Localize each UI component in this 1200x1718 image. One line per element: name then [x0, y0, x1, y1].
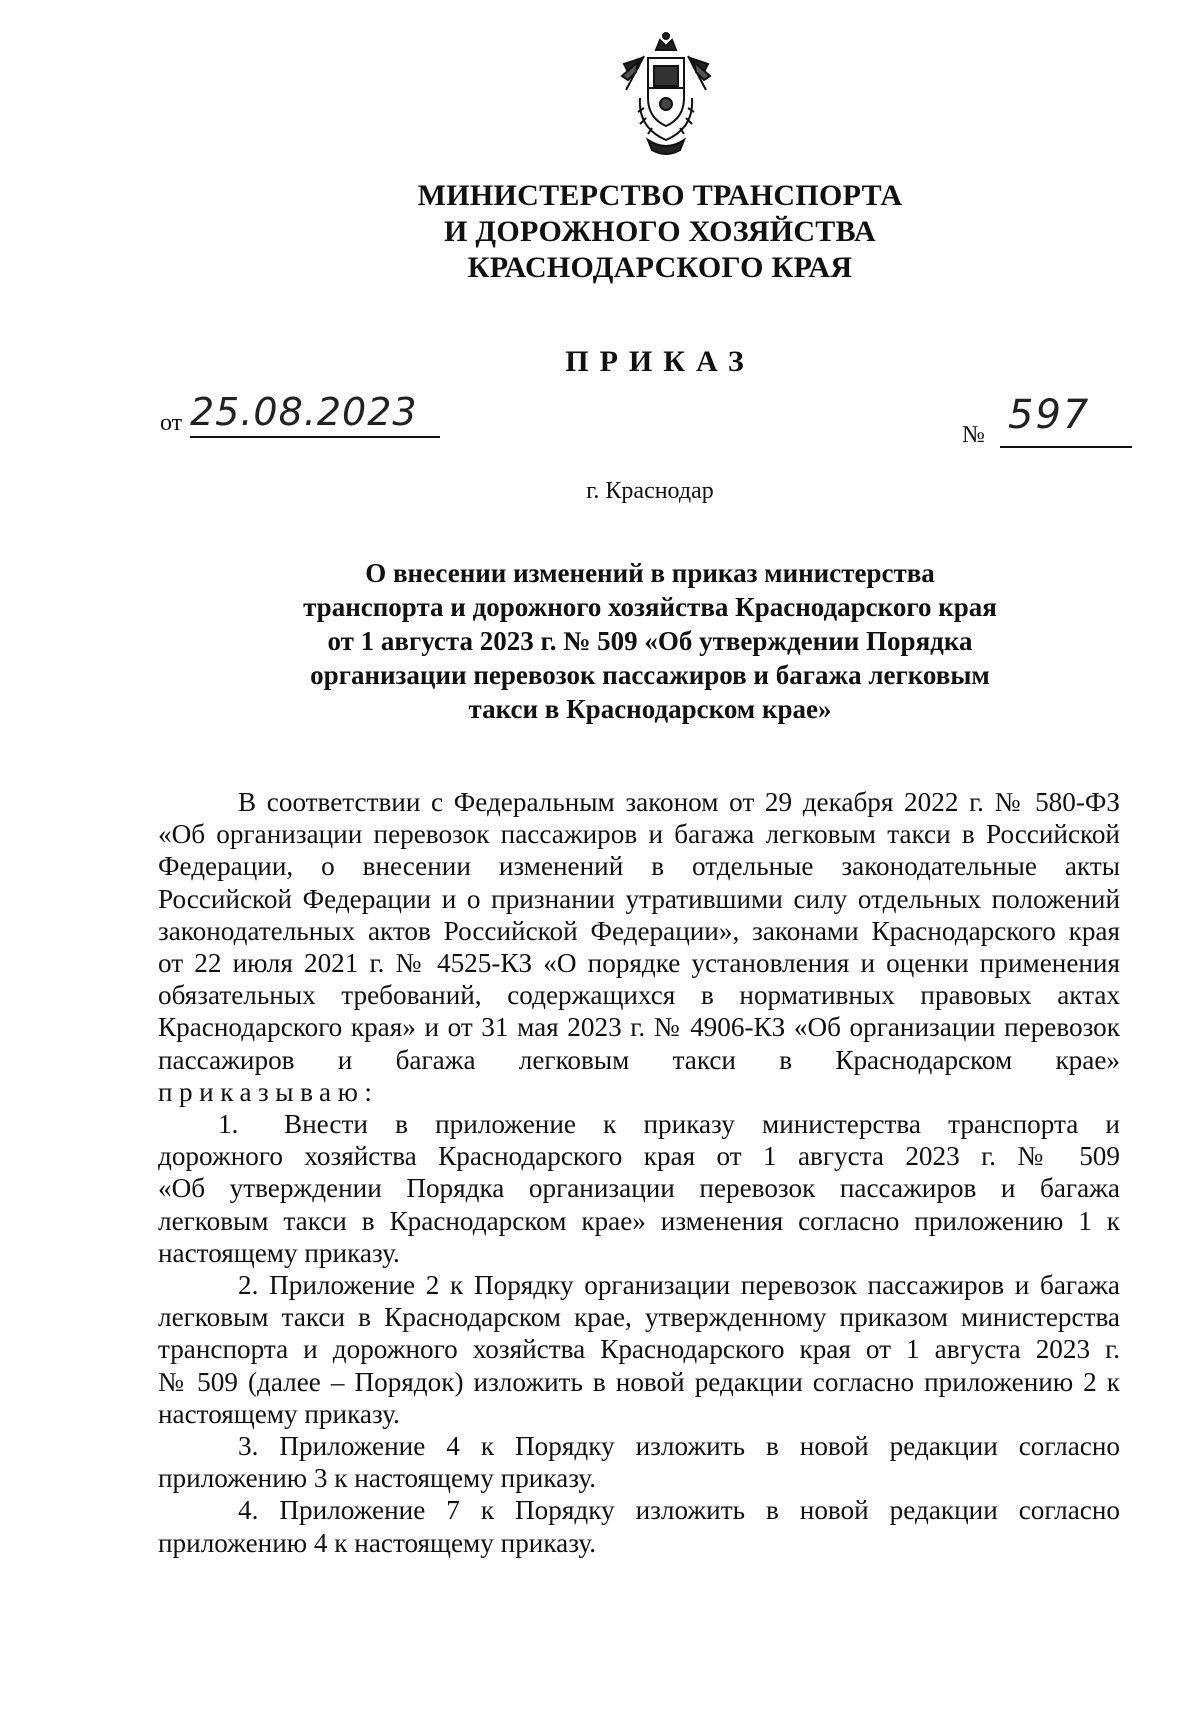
order-item-2: [158, 1269, 1120, 1430]
number-underline: [1000, 446, 1132, 448]
text-line: настоящему приказу.: [158, 1398, 400, 1429]
text-line: транспорта и дорожного хозяйства Краснодарского края от 1 августа 2023 г.: [158, 1334, 1120, 1365]
subject-line: такси в Краснодарском крае»: [468, 694, 832, 724]
text-line: «Об организации перевозок пассажиров и багажа легковым такси в Российской: [158, 819, 1120, 850]
ministry-name: [300, 178, 1020, 286]
text-line: [158, 1108, 1120, 1140]
text-segment: Внести в приложение к приказу министерства транспорта и: [284, 1109, 1120, 1140]
subject-line: от 1 августа 2023 г. № 509 «Об утверждении Порядка: [327, 626, 973, 656]
order-item-1: [158, 1108, 1120, 1269]
text-line: от 22 июля 2021 г. № 4525-КЗ «О порядке установления и оценки применения: [158, 948, 1120, 979]
text-line: приложению 3 к настоящему приказу.: [158, 1463, 597, 1494]
text-line: дорожного хозяйства Краснодарского края от 1 августа 2023 г. № 509: [158, 1141, 1120, 1172]
handwritten-date: 25.08.2023: [190, 390, 418, 434]
preamble-paragraph: [158, 786, 1120, 1108]
order-word: приказываю:: [158, 1076, 379, 1107]
order-item-4: [158, 1494, 1120, 1558]
ministry-line: МИНИСТЕРСТВО ТРАНСПОРТА: [417, 179, 903, 212]
text-line: «Об утверждении Порядка организации перевозок пассажиров и багажа: [158, 1173, 1120, 1204]
date-underline: [190, 436, 440, 438]
text-line: настоящему приказу.: [158, 1237, 400, 1268]
text-line: обязательных требований, содержащихся в нормативных правовых актах: [158, 980, 1120, 1011]
order-body: [158, 786, 1120, 1559]
subject-line: О внесении изменений в приказ министерства: [365, 558, 935, 588]
text-line: 4. Приложение 7 к Порядку изложить в новой редакции согласно: [238, 1495, 1120, 1526]
city-location: г. Краснодар: [586, 478, 714, 504]
order-item-3: [158, 1430, 1120, 1494]
order-date: [160, 390, 460, 442]
date-prefix: от: [160, 410, 183, 436]
text-line: Российской Федерации и о признании утратившими силу отдельных положений: [158, 883, 1120, 914]
number-prefix: №: [962, 422, 985, 448]
text-line: Краснодарского края» и от 31 мая 2023 г. № 4906-КЗ «Об организации перевозок: [158, 1012, 1120, 1043]
text-line: 3. Приложение 4 к Порядку изложить в новой редакции согласно: [238, 1431, 1120, 1462]
handwritten-number: 597: [1008, 392, 1091, 438]
coat-of-arms-emblem: [618, 28, 714, 160]
ministry-line: КРАСНОДАРСКОГО КРАЯ: [467, 251, 853, 284]
text-line: Федерации, о внесении изменений в отдельные законодательные акты: [158, 851, 1120, 882]
text-line: приложению 4 к настоящему приказу.: [158, 1527, 597, 1558]
text-line: 2. Приложение 2 к Порядку организации перевозок пассажиров и багажа: [238, 1270, 1120, 1301]
text-line: легковым такси в Краснодарском крае, утвержденному приказом министерства: [158, 1302, 1120, 1333]
text-line: законодательных актов Российской Федерации», законами Краснодарского края: [158, 915, 1120, 946]
ministry-line: И ДОРОЖНОГО ХОЗЯЙСТВА: [444, 215, 876, 248]
text-line: пассажиров и багажа легковым такси в Краснодарском крае»: [158, 1044, 1120, 1075]
subject-line: организации перевозок пассажиров и багажа легковым: [310, 660, 990, 690]
text-line: № 509 (далее – Порядок) изложить в новой редакции согласно приложению 2 к: [158, 1366, 1120, 1397]
item-number: 1.: [218, 1109, 239, 1140]
document-type-title: ПРИКАЗ: [565, 345, 755, 378]
text-line: В соответствии с Федеральным законом от 29 декабря 2022 г. № 580-ФЗ: [238, 787, 1120, 817]
subject-line: транспорта и дорожного хозяйства Краснодарского края: [303, 592, 997, 622]
order-number: [962, 392, 1132, 448]
text-line: легковым такси в Краснодарском крае» изменения согласно приложению 1 к: [158, 1205, 1120, 1236]
order-subject: [250, 556, 1050, 726]
